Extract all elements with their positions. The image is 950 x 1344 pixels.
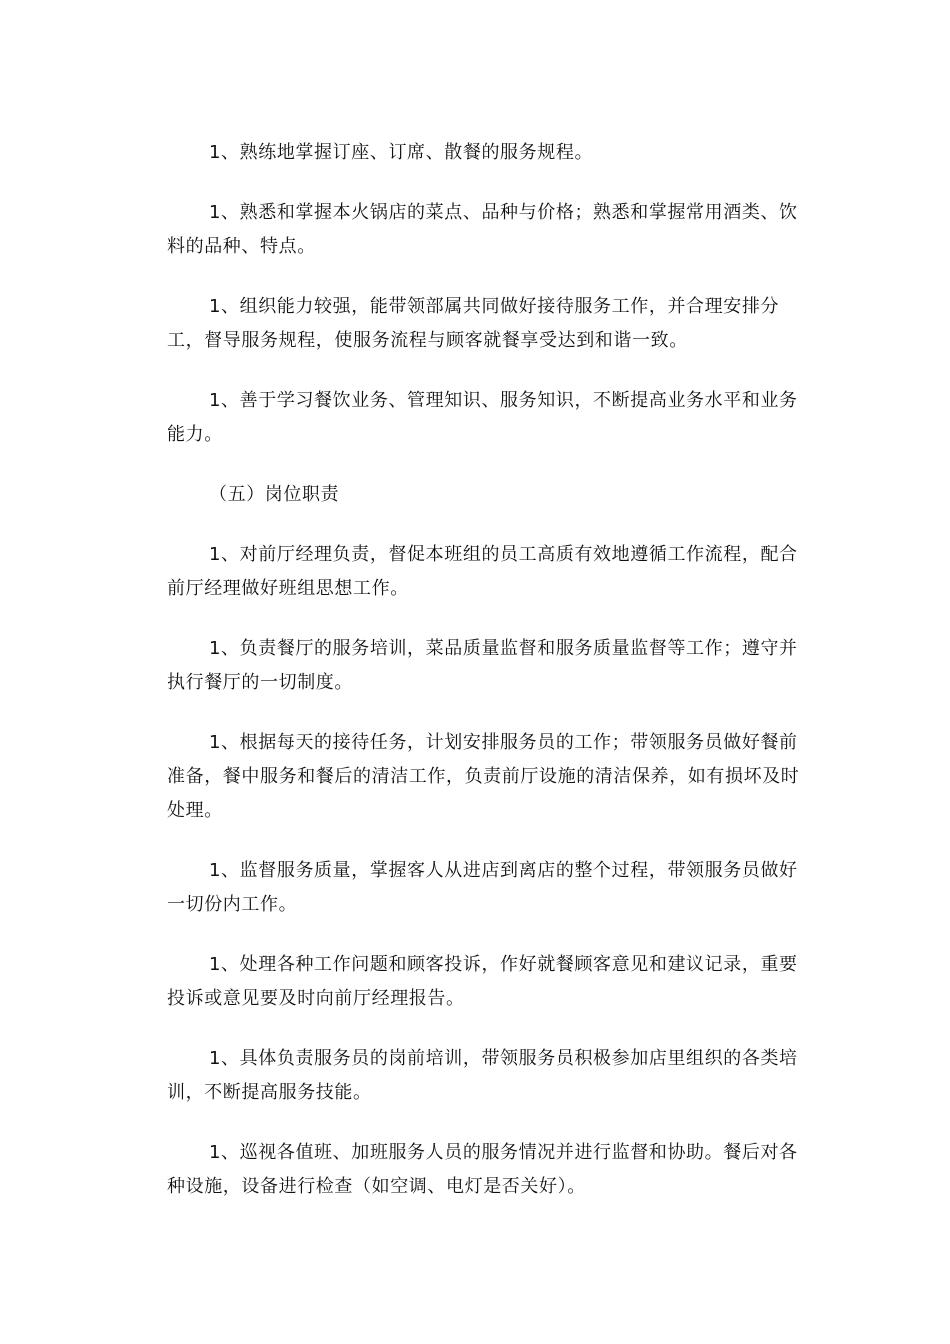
requirement-paragraph: 1、善于学习餐饮业务、管理知识、服务知识，不断提高业务水平和业务能力。	[167, 390, 798, 445]
duty-paragraph: 1、处理各种工作问题和顾客投诉，作好就餐顾客意见和建议记录，重要投诉或意见要及时向前厅经理报告。	[167, 954, 798, 1009]
section-heading: （五）岗位职责	[209, 484, 340, 505]
document-body	[167, 136, 807, 1230]
duty-paragraph: 1、监督服务质量，掌握客人从进店到离店的整个过程，带领服务员做好一切份内工作。	[167, 860, 798, 915]
requirement-paragraph: 1、熟练地掌握订座、订席、散餐的服务规程。	[209, 142, 594, 163]
duty-paragraph: 1、根据每天的接待任务，计划安排服务员的工作；带领服务员做好餐前准备，餐中服务和餐后的清洁工作，负责前厅设施的清洁保养，如有损坏及时处理。	[167, 732, 800, 821]
requirement-paragraph: 1、熟悉和掌握本火锅店的菜点、品种与价格；熟悉和掌握常用酒类、饮料的品种、特点。	[167, 202, 798, 257]
duty-paragraph: 1、负责餐厅的服务培训，菜品质量监督和服务质量监督等工作；遵守并执行餐厅的一切制度。	[167, 638, 798, 693]
duty-paragraph: 1、巡视各值班、加班服务人员的服务情况并进行监督和协助。餐后对各种设施，设备进行检查（如空调、电灯是否关好）。	[167, 1142, 798, 1197]
duty-paragraph: 1、对前厅经理负责，督促本班组的员工高质有效地遵循工作流程，配合前厅经理做好班组思想工作。	[167, 544, 798, 599]
duty-paragraph: 1、具体负责服务员的岗前培训，带领服务员积极参加店里组织的各类培训，不断提高服务技能。	[167, 1048, 798, 1103]
requirement-paragraph: 1、组织能力较强，能带领部属共同做好接待服务工作，并合理安排分工，督导服务规程，使服务流程与顾客就餐享受达到和谐一致。	[167, 296, 780, 351]
